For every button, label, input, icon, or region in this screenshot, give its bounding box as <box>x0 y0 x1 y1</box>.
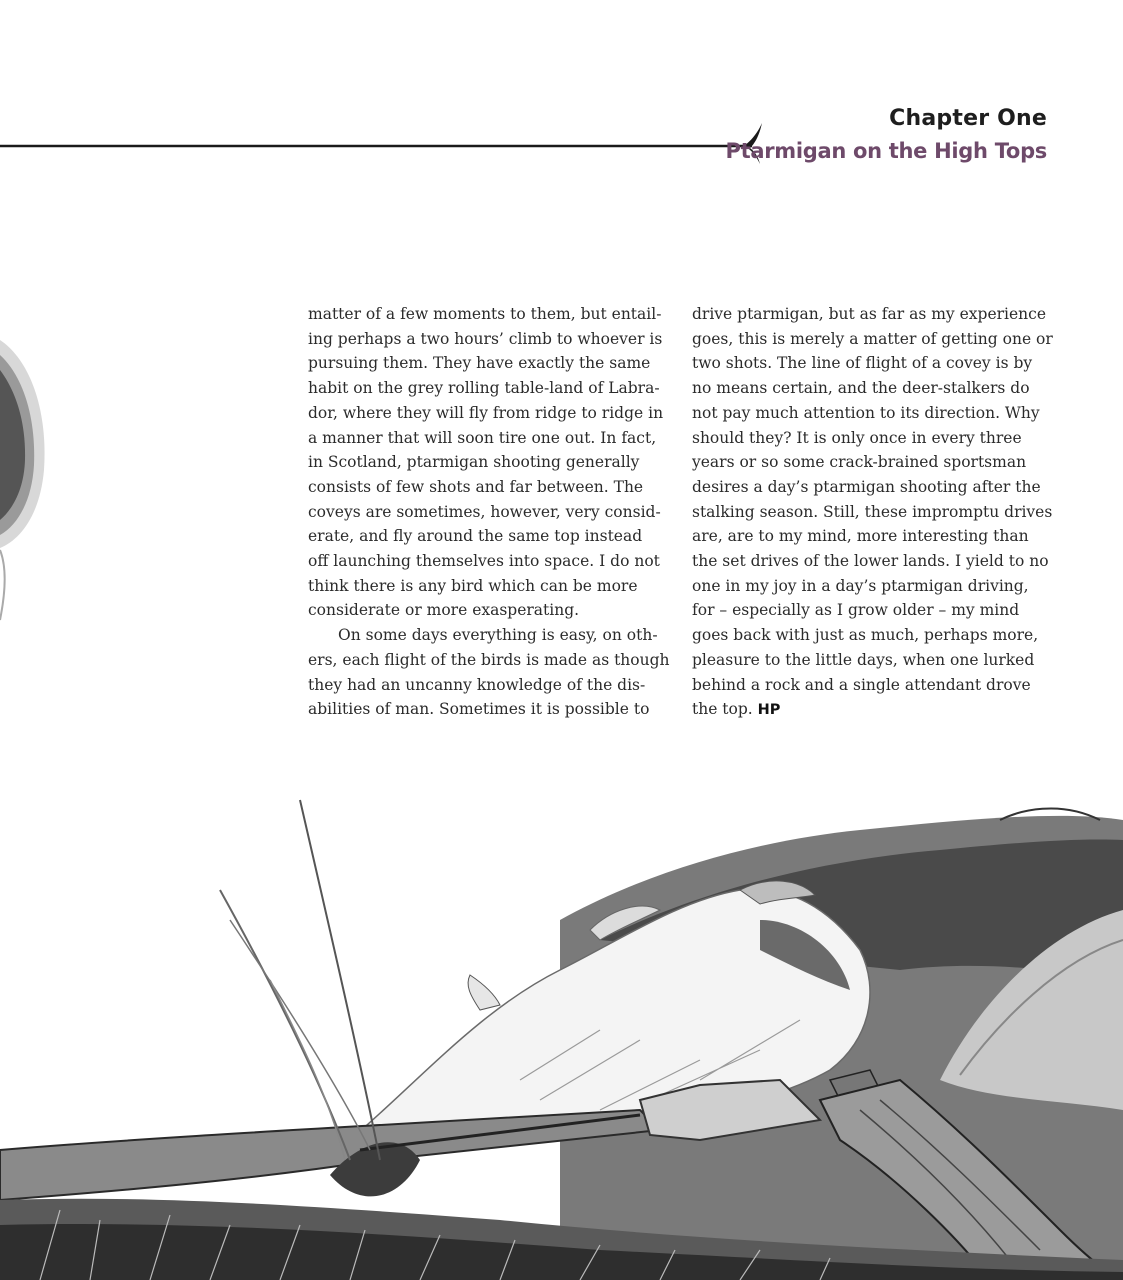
text-line: pleasure to the little days, when one lurked <box>692 650 1035 669</box>
text-line: ers, each flight of the birds is made as though <box>308 650 670 669</box>
final-line <box>692 697 1047 723</box>
text-line: for – especially as I grow older – my mind <box>692 601 1020 620</box>
text-line: pursuing them. They have exactly the same <box>308 354 651 373</box>
text-line: not pay much attention to its direction. Why <box>692 403 1040 422</box>
text-line: behind a rock and a single attendant drove <box>692 675 1031 694</box>
text-line: one in my joy in a day’s ptarmigan driving, <box>692 576 1029 595</box>
text-line: considerate or more exasperating. <box>308 601 580 620</box>
text-line: stalking season. Still, these impromptu drives <box>692 502 1053 521</box>
text-line: goes back with just as much, perhaps more, <box>692 626 1039 645</box>
text-line: no means certain, and the deer-stalkers do <box>692 379 1030 398</box>
text-line: off launching themselves into space. I do not <box>308 552 660 571</box>
text-line: are, are to my mind, more interesting than <box>692 527 1029 546</box>
bird-illustration-fragment <box>0 300 90 680</box>
text-line: they had an uncanny knowledge of the dis- <box>308 675 646 694</box>
text-column-left <box>308 302 670 722</box>
text-line: matter of a few moments to them, but entail- <box>308 305 662 323</box>
paragraph-start-line: On some days everything is easy, on oth- <box>338 626 658 645</box>
author-signature: HP <box>757 702 781 719</box>
text-line: abilities of man. Sometimes it is possible to <box>308 700 650 719</box>
chapter-title: Ptarmigan on the High Tops <box>725 139 1047 163</box>
text-line: drive ptarmigan, but as far as my experience <box>692 305 1046 323</box>
text-line: coveys are sometimes, however, very consid- <box>308 502 661 521</box>
text-line: goes, this is merely a matter of getting one or <box>692 329 1053 348</box>
text-line: in Scotland, ptarmigan shooting generally <box>308 453 640 472</box>
text-line: years or so some crack-brained sportsman <box>692 453 1027 472</box>
text-line: habit on the grey rolling table-land of Labra- <box>308 379 660 398</box>
text-line: consists of few shots and far between. The <box>308 477 644 496</box>
text-line: should they? It is only once in every three <box>692 428 1022 447</box>
text-line: think there is any bird which can be more <box>308 576 638 595</box>
text-line: desires a day’s ptarmigan shooting after the <box>692 477 1041 496</box>
chapter-label: Chapter One <box>889 106 1047 131</box>
text-line: dor, where they will fly from ridge to ridge in <box>308 403 664 422</box>
text-line: a manner that will soon tire one out. In fact, <box>308 428 657 447</box>
final-line-text: the top. <box>692 700 753 719</box>
text-column-right <box>692 302 1053 723</box>
text-line: ing perhaps a two hours’ climb to whoever is <box>308 329 663 348</box>
ptarmigan-and-shotgun-illustration <box>0 780 1123 1280</box>
text-line: the set drives of the lower lands. I yield to no <box>692 552 1049 571</box>
text-line: two shots. The line of flight of a covey is by <box>692 354 1033 373</box>
chapter-header-rule <box>0 120 770 170</box>
text-line: erate, and fly around the same top instead <box>308 527 643 546</box>
